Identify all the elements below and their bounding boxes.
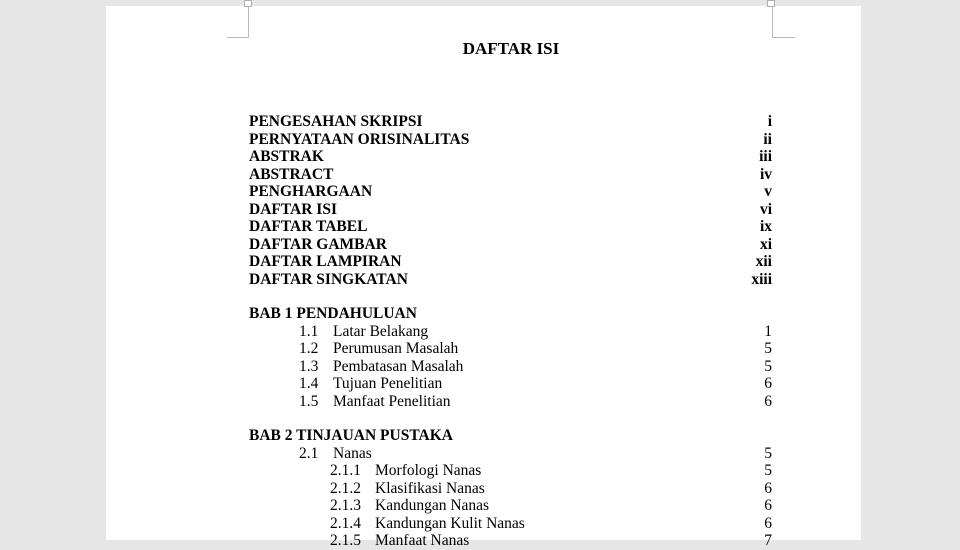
toc-entry-label: DAFTAR SINGKATAN bbox=[249, 270, 408, 288]
toc-entry bbox=[249, 218, 772, 236]
bab1-list bbox=[249, 323, 772, 411]
toc-entry-number: 1.4 bbox=[299, 375, 319, 392]
toc-entry-number: 1.3 bbox=[299, 357, 319, 375]
toc-entry-page: v bbox=[764, 183, 772, 200]
toc-entry-label: DAFTAR ISI bbox=[249, 200, 337, 218]
toc-entry-number: 1.2 bbox=[299, 340, 319, 357]
toc-entry-page: iv bbox=[759, 165, 772, 183]
front-matter-list bbox=[249, 113, 772, 288]
bab2-heading: BAB 2 TINJAUAN PUSTAKA bbox=[249, 427, 453, 444]
toc-entry-label: Manfaat Nanas bbox=[375, 532, 470, 549]
margin-corner-top-left bbox=[227, 6, 249, 38]
toc-entry-number: 2.1.5 bbox=[330, 532, 361, 549]
bab1-heading: BAB 1 PENDAHULUAN bbox=[249, 305, 417, 322]
toc-entry-page: i bbox=[767, 113, 772, 130]
toc-entry-label: DAFTAR GAMBAR bbox=[249, 235, 387, 253]
toc-entry bbox=[249, 480, 772, 498]
toc-entry-page: 6 bbox=[764, 375, 772, 392]
toc-entry-page: ix bbox=[759, 218, 772, 235]
bab2-sublist bbox=[249, 462, 772, 550]
toc-entry-page: xi bbox=[759, 235, 772, 253]
page-title: DAFTAR ISI bbox=[462, 39, 560, 58]
margin-corner-top-right bbox=[772, 6, 795, 38]
toc-entry-label: ABSTRAK bbox=[249, 148, 324, 165]
toc-entry-page: 6 bbox=[764, 479, 772, 497]
toc-entry-page: 5 bbox=[764, 462, 772, 479]
toc-entry-page: iii bbox=[759, 148, 772, 165]
toc-entry-label: Perumusan Masalah bbox=[333, 340, 459, 357]
toc-entry bbox=[249, 271, 772, 289]
toc-entry bbox=[249, 253, 772, 271]
toc-entry bbox=[249, 148, 772, 166]
toc-entry-label: Manfaat Penelitian bbox=[333, 392, 451, 410]
toc-entry-page: 5 bbox=[764, 357, 772, 375]
table-of-contents bbox=[249, 113, 772, 550]
toc-entry bbox=[249, 462, 772, 480]
toc-entry-number: 2.1.1 bbox=[330, 462, 361, 479]
toc-entry-label: Morfologi Nanas bbox=[375, 462, 482, 479]
toc-entry-page: 6 bbox=[764, 514, 772, 532]
toc-entry bbox=[249, 236, 772, 254]
toc-entry bbox=[249, 358, 772, 376]
toc-entry bbox=[249, 497, 772, 515]
toc-entry-number: 2.1.3 bbox=[330, 497, 361, 514]
toc-entry-label: Klasifikasi Nanas bbox=[375, 479, 485, 497]
toc-entry-number: 2.1.4 bbox=[330, 514, 361, 532]
toc-entry bbox=[249, 113, 772, 131]
toc-entry-number: 2.1.2 bbox=[330, 479, 361, 497]
toc-entry-label: Nanas bbox=[333, 444, 372, 462]
toc-entry bbox=[249, 532, 772, 550]
toc-entry-number: 1.5 bbox=[299, 392, 319, 410]
toc-entry bbox=[249, 201, 772, 219]
toc-entry-number: 1.1 bbox=[299, 322, 319, 340]
toc-entry-page: 7 bbox=[764, 532, 772, 549]
toc-entry-page: 6 bbox=[764, 497, 772, 514]
toc-entry-label: ABSTRACT bbox=[249, 165, 334, 183]
toc-entry-label: Kandungan Kulit Nanas bbox=[375, 514, 525, 532]
toc-entry bbox=[249, 393, 772, 411]
toc-entry bbox=[249, 340, 772, 358]
toc-entry-page: vi bbox=[759, 200, 772, 218]
toc-entry bbox=[249, 515, 772, 533]
toc-entry-page: 5 bbox=[764, 340, 772, 357]
toc-entry-page: xii bbox=[755, 253, 772, 270]
toc-entry-label: Latar Belakang bbox=[333, 322, 429, 340]
document-page[interactable] bbox=[106, 6, 861, 549]
toc-entry-label: Kandungan Nanas bbox=[375, 497, 490, 514]
bab2-list bbox=[249, 445, 772, 463]
toc-entry bbox=[249, 166, 772, 184]
toc-entry-label: PENGESAHAN SKRIPSI bbox=[249, 113, 423, 130]
toc-entry bbox=[249, 375, 772, 393]
toc-entry-label: PENGHARGAAN bbox=[249, 183, 373, 200]
toc-entry-page: 1 bbox=[764, 322, 772, 340]
toc-entry-label: Tujuan Penelitian bbox=[333, 375, 443, 392]
toc-entry-label: DAFTAR LAMPIRAN bbox=[249, 253, 402, 270]
toc-entry-page: 5 bbox=[764, 444, 772, 462]
toc-entry-page: ii bbox=[763, 130, 772, 148]
toc-entry bbox=[249, 323, 772, 341]
toc-entry-number: 2.1 bbox=[299, 444, 319, 462]
toc-entry bbox=[249, 131, 772, 149]
toc-entry-label: DAFTAR TABEL bbox=[249, 218, 368, 235]
toc-entry-label: Pembatasan Masalah bbox=[333, 357, 464, 375]
toc-entry bbox=[249, 183, 772, 201]
toc-entry-page: xiii bbox=[751, 270, 772, 288]
toc-entry-page: 6 bbox=[764, 392, 772, 410]
toc-entry-label: PERNYATAAN ORISINALITAS bbox=[249, 130, 470, 148]
toc-entry bbox=[249, 445, 772, 463]
